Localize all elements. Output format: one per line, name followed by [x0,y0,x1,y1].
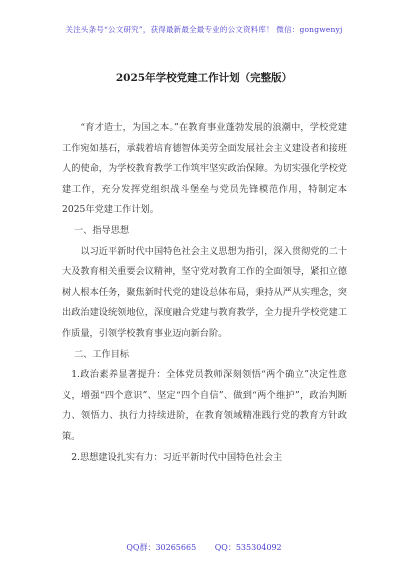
goal-item-2: 2.思想建设扎实有力：习近平新时代中国特色社会主 [71,451,283,463]
intro-paragraph: “育才造士，为国之本。”在教育事业蓬勃发展的浪潮中，学校党建工作宛如基石，承载着培育德智体美劳全面发展社会主义建设者和接班人的使命，为学校教育教学工作筑牢坚实政治保障。为切实强化学校党建工作，充分发挥党组织战斗堡垒与党员先锋模范作用，特制定本2025年党建工作计划。 [62,122,347,216]
footer-qq-number: QQ：535304092 [214,543,282,552]
section-heading-work-goals: 二、工作目标 [74,348,130,360]
footer-qq-group: QQ群：30265665 [126,543,197,552]
goal-item-1: 1.政治素养显著提升：全体党员教师深刻领悟“两个确立”决定性意义，增强“四个意识”、坚定“四个自信”、做到“两个维护”，政治判断力、领悟力、执行力持续进阶，在教育领域精准践行党的教育方针政策。 [62,369,347,442]
footer-contact [0,542,408,553]
document-title: 2025年学校党建工作计划（完整版） [115,72,293,84]
header-promo-text: 关注头条号“公文研究”，获得最新最全最专业的公文资料库！ 微信：gongwenyj [65,25,343,34]
guiding-ideology-paragraph: 以习近平新时代中国特色社会主义思想为指引，深入贯彻党的二十大及教育相关重要会议精神，坚守党对教育工作的全面领导，紧扣立德树人根本任务，聚焦新时代党的建设总体布局，秉持从严从实理念，突出政治建设统领地位，深度融合党建与教育教学，全力提升学校党建工作质量，引领学校教育事业迈向新台阶。 [62,245,347,339]
section-heading-guiding-ideology: 一、指导思想 [74,224,130,236]
document-body [62,118,347,468]
